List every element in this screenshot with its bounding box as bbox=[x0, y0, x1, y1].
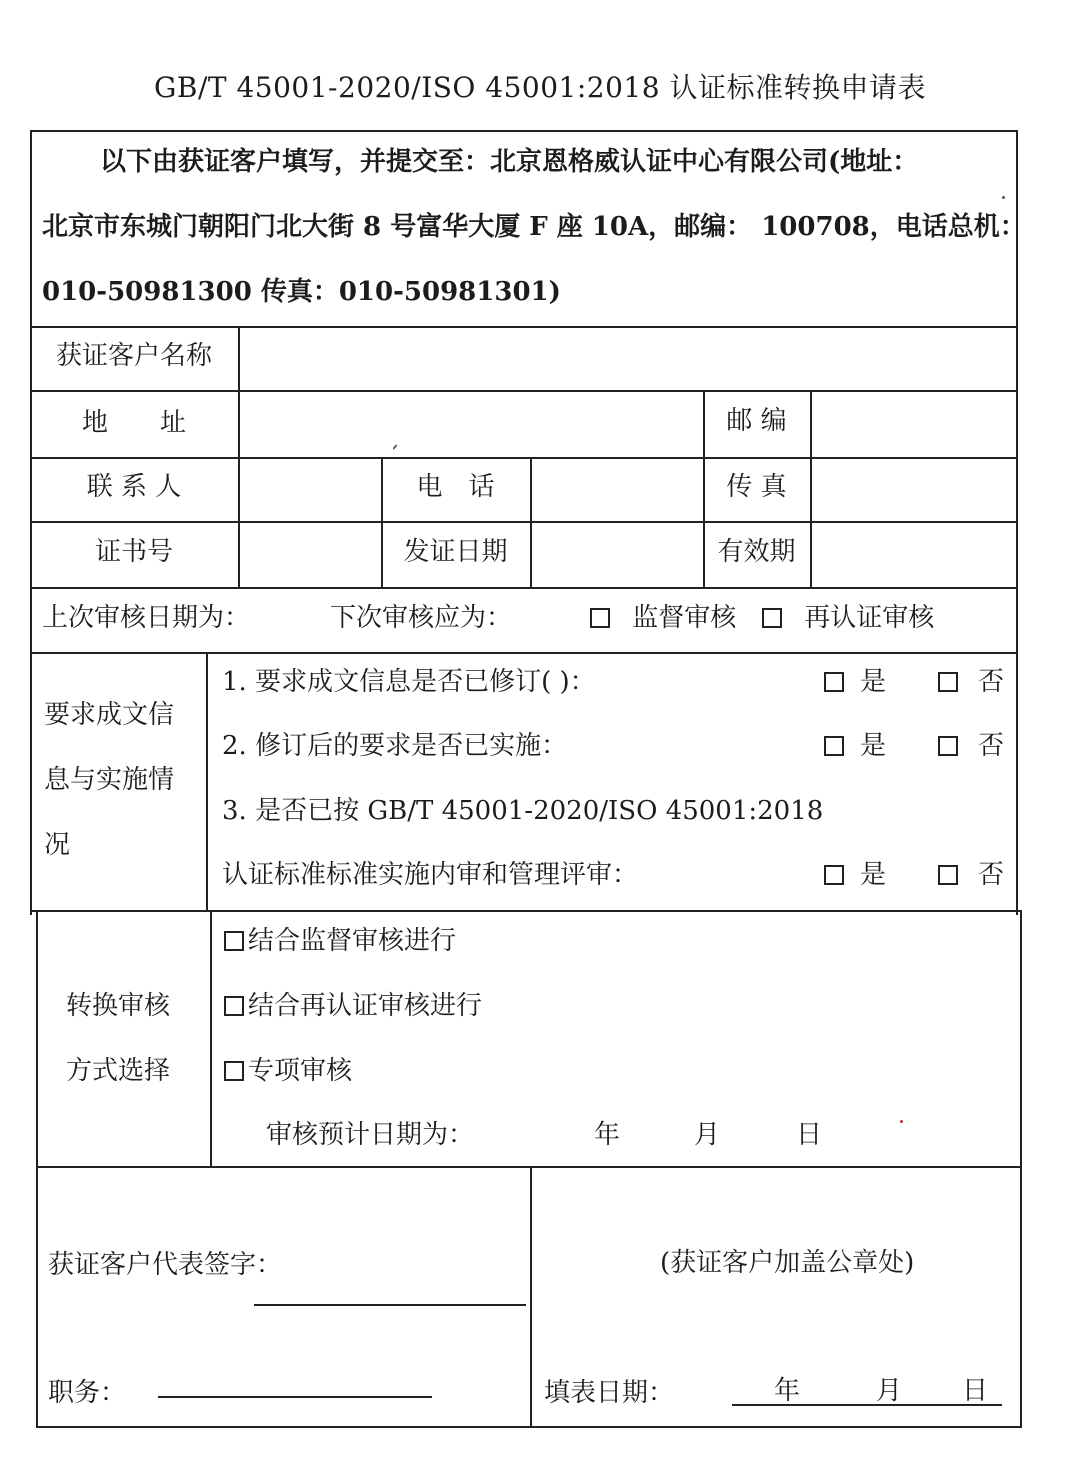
option-surveillance[interactable] bbox=[590, 603, 736, 634]
seal-placeholder: (获证客户加盖公章处) bbox=[660, 1248, 915, 1278]
question-1: 1. 要求成文信息是否已修订( )： bbox=[222, 667, 596, 697]
transfer-option-1-label: 结合监督审核进行 bbox=[248, 926, 457, 956]
intro-line-1: 以下由获证客户填写，并提交至：北京恩格威认证中心有限公司(地址： bbox=[100, 147, 919, 177]
option-recert-label: 再认证审核 bbox=[804, 603, 935, 633]
rep-sign-label: 获证客户代表签字： bbox=[48, 1250, 283, 1280]
no-label: 否 bbox=[978, 667, 1005, 697]
checkbox-icon[interactable] bbox=[824, 736, 844, 756]
checkbox-icon[interactable] bbox=[824, 865, 844, 885]
planned-date-label: 审核预计日期为： bbox=[266, 1120, 475, 1150]
requirements-label-3: 况 bbox=[44, 830, 71, 860]
yes-label: 是 bbox=[860, 731, 887, 761]
q2-yes[interactable] bbox=[824, 731, 886, 762]
client-name-field[interactable] bbox=[242, 330, 1014, 388]
planned-day-label: 日 bbox=[796, 1120, 823, 1150]
transfer-label-2: 方式选择 bbox=[66, 1056, 171, 1086]
issue-date-field[interactable] bbox=[534, 525, 701, 585]
q3-yes[interactable] bbox=[824, 860, 886, 891]
fill-year-label: 年 bbox=[774, 1376, 801, 1406]
checkbox-icon[interactable] bbox=[224, 931, 244, 951]
checkbox-icon[interactable] bbox=[762, 608, 782, 628]
planned-year-label: 年 bbox=[594, 1120, 621, 1150]
intro-line-3: 010-50981300 传真：010-50981301) bbox=[42, 277, 561, 307]
checkbox-icon[interactable] bbox=[590, 608, 610, 628]
checkbox-icon[interactable] bbox=[224, 996, 244, 1016]
cert-no-label: 证书号 bbox=[94, 537, 173, 567]
q3-no[interactable] bbox=[938, 860, 1004, 891]
contact-field[interactable] bbox=[242, 461, 379, 519]
checkbox-icon[interactable] bbox=[824, 672, 844, 692]
requirements-label-1: 要求成文信 bbox=[44, 700, 175, 730]
no-label: 否 bbox=[978, 860, 1005, 890]
rep-sign-line[interactable] bbox=[254, 1304, 526, 1306]
transfer-option-3-label: 专项审核 bbox=[248, 1056, 353, 1086]
checkbox-icon[interactable] bbox=[938, 736, 958, 756]
question-3-line-1: 3. 是否已按 GB/T 45001-2020/ISO 45001:2018 bbox=[222, 796, 824, 826]
postcode-label: 邮 编 bbox=[726, 406, 787, 436]
fill-month-label: 月 bbox=[876, 1376, 903, 1406]
issue-date-label: 发证日期 bbox=[403, 537, 508, 567]
position-label: 职务： bbox=[48, 1378, 127, 1408]
transfer-option-2[interactable] bbox=[224, 991, 482, 1022]
contact-label: 联 系 人 bbox=[86, 472, 182, 502]
option-recert[interactable] bbox=[762, 603, 934, 634]
question-3-line-2: 认证标准标准实施内审和管理评审： bbox=[222, 860, 639, 890]
address-label: 地 址 bbox=[81, 408, 186, 438]
fax-label: 传 真 bbox=[726, 472, 787, 502]
fill-day-label: 日 bbox=[962, 1376, 989, 1406]
q1-no[interactable] bbox=[938, 667, 1004, 698]
client-name-label: 获证客户名称 bbox=[55, 341, 212, 371]
transfer-option-2-label: 结合再认证审核进行 bbox=[248, 991, 483, 1021]
fax-field[interactable] bbox=[814, 461, 1014, 519]
transfer-option-1[interactable] bbox=[224, 926, 456, 957]
checkbox-icon[interactable] bbox=[938, 865, 958, 885]
requirements-label-2: 息与实施情 bbox=[44, 765, 175, 795]
q1-yes[interactable] bbox=[824, 667, 886, 698]
option-surveillance-label: 监督审核 bbox=[632, 603, 737, 633]
no-label: 否 bbox=[978, 731, 1005, 761]
intro-line-2: 北京市东城门朝阳门北大街 8 号富华大厦 F 座 10A，邮编： 100708，电话总机： bbox=[42, 212, 1026, 242]
checkbox-icon[interactable] bbox=[224, 1061, 244, 1081]
yes-label: 是 bbox=[860, 667, 887, 697]
transfer-option-3[interactable] bbox=[224, 1056, 352, 1087]
validity-label: 有效期 bbox=[717, 537, 796, 567]
last-audit-label: 上次审核日期为： bbox=[42, 603, 251, 633]
planned-month-label: 月 bbox=[694, 1120, 721, 1150]
scan-speck bbox=[1002, 196, 1005, 199]
phone-field[interactable] bbox=[534, 461, 701, 519]
phone-label: 电 话 bbox=[416, 472, 495, 502]
validity-field[interactable] bbox=[814, 525, 1014, 585]
position-line[interactable] bbox=[158, 1396, 432, 1398]
cert-no-field[interactable] bbox=[242, 525, 379, 585]
next-audit-label: 下次审核应为： bbox=[330, 603, 513, 633]
fill-date-label: 填表日期： bbox=[544, 1378, 675, 1408]
transfer-label-1: 转换审核 bbox=[66, 991, 171, 1021]
address-field[interactable] bbox=[242, 394, 701, 455]
form-title: GB/T 45001-2020/ISO 45001:2018 认证标准转换申请表 bbox=[154, 71, 926, 104]
checkbox-icon[interactable] bbox=[938, 672, 958, 692]
q2-no[interactable] bbox=[938, 731, 1004, 762]
scan-speck bbox=[900, 1120, 903, 1123]
postcode-field[interactable] bbox=[814, 394, 1014, 455]
yes-label: 是 bbox=[860, 860, 887, 890]
question-2: 2. 修订后的要求是否已实施： bbox=[222, 731, 568, 761]
